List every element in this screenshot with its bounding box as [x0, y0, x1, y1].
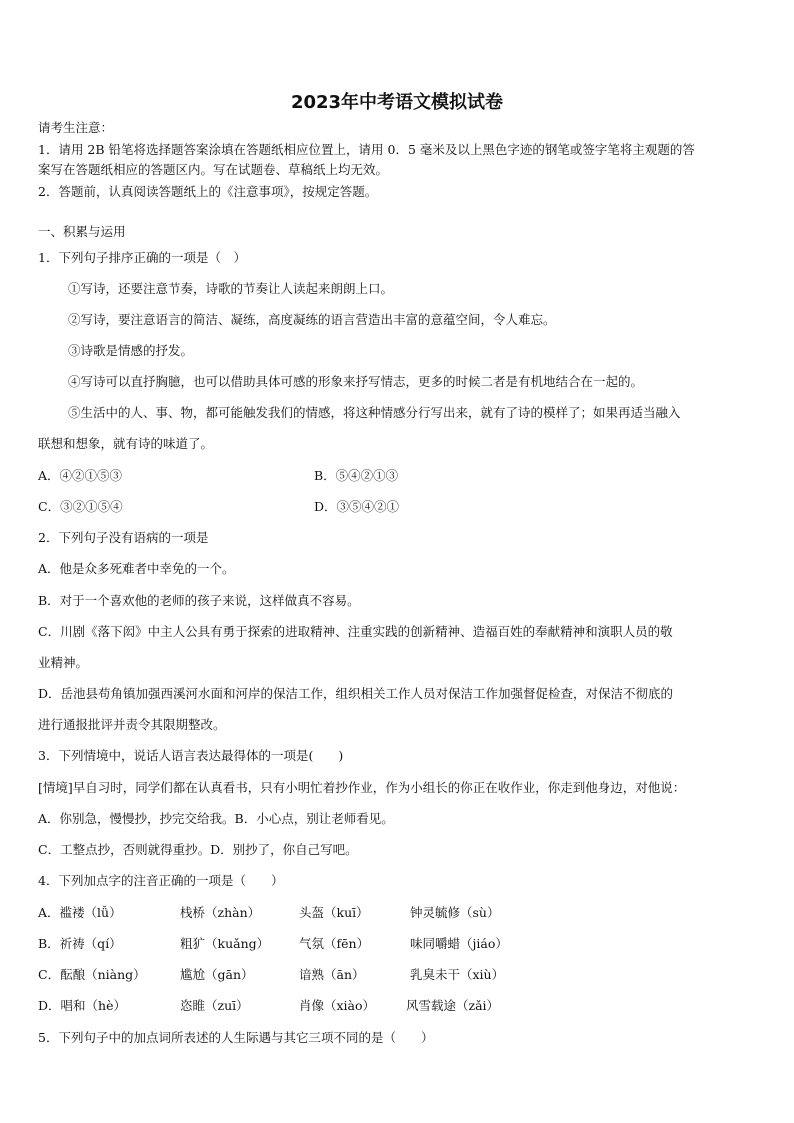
- q4-row-d-word-4: 风雪载途（zǎi）: [406, 998, 500, 1013]
- q4-row-c-word-4: 乳臭未干（xiù）: [410, 967, 505, 982]
- q1-option-d: D．③⑤④②①: [314, 499, 400, 514]
- q4-row-b-word-2: 粗犷（kuǎng）: [180, 936, 270, 951]
- q4-row-c-word-3: 谙熟（ān）: [299, 967, 365, 982]
- q4-row-a-word-4: 钟灵毓修（sù）: [410, 905, 500, 920]
- q4-row-d-word-2: 恣睢（zuī）: [180, 998, 249, 1013]
- q1-sentence-5-cont: 联想和想象，就有诗的味道了。: [38, 436, 214, 451]
- q2-option-c: C．川剧《落下闳》中主人公具有勇于探索的进取精神、注重实践的创新精神、造福百姓的奉献精神和演职人员的敬: [38, 624, 673, 639]
- q2-stem: 2．下列句子没有语病的一项是: [38, 530, 209, 545]
- q1-sentence-5: ⑤生活中的人、事、物，都可能触发我们的情感，将这种情感分行写出来，就有了诗的模样了；如果再适当融入: [68, 405, 681, 420]
- q1-option-a: A．④②①⑤③: [38, 468, 123, 483]
- q1-option-c: C．③②①⑤④: [38, 499, 123, 514]
- q5-stem: 5．下列句子中的加点词所表述的人生际遇与其它三项不同的是（ ）: [38, 1030, 434, 1045]
- q1-sentence-4: ④写诗可以直抒胸臆，也可以借助具体可感的形象来抒写情志，更多的时候二者是有机地结合在一起的。: [68, 374, 644, 389]
- q3-options-ab: A．你别急，慢慢抄，抄完交给我。B．小心点，别让老师看见。: [38, 811, 394, 826]
- q1-stem: 1．下列句子排序正确的一项是（ ）: [38, 250, 246, 265]
- q4-row-d-word-1: D．唱和（hè）: [38, 998, 126, 1013]
- q3-options-cd: C．工整点抄，否则就得重抄。D．别抄了，你自己写吧。: [38, 842, 358, 857]
- q4-row-b-word-3: 气氛（fēn）: [299, 936, 370, 951]
- section-heading: 一、积累与运用: [38, 224, 126, 239]
- notice-heading: 请考生注意：: [38, 120, 114, 135]
- q4-stem: 4．下列加点字的注音正确的一项是（ ）: [38, 873, 284, 888]
- page-title: 2023年中考语文模拟试卷: [290, 92, 504, 113]
- q1-sentence-3: ③诗歌是情感的抒发。: [68, 343, 194, 358]
- notice-item-1-cont: 案写在答题纸相应的答题区内。写在试题卷、草稿纸上均无效。: [38, 162, 389, 177]
- q1-sentence-1: ①写诗，还要注意节奏，诗歌的节奏让人读起来朗朗上口。: [68, 281, 394, 296]
- notice-item-1: 1．请用 2B 铅笔将选择题答案涂填在答题纸相应位置上，请用 0．5 毫米及以上黑色字迹的钢笔或签字笔将主观题的答: [38, 142, 695, 157]
- q4-row-a-word-2: 栈桥（zhàn）: [180, 905, 261, 920]
- q2-option-d: D．岳池县苟角镇加强西溪河水面和河岸的保洁工作，组织相关工作人员对保洁工作加强督促检查，对保洁不彻底的: [38, 686, 674, 701]
- q2-option-b: B．对于一个喜欢他的老师的孩子来说，这样做真不容易。: [38, 593, 360, 608]
- q4-row-c-word-2: 尴尬（gān）: [180, 967, 254, 982]
- q3-stem: 3．下列情境中，说话人语言表达最得体的一项是( ): [38, 748, 344, 763]
- q4-row-b-word-4: 味同嚼蜡（jiáo）: [410, 936, 508, 951]
- q1-option-b: B．⑤④②①③: [314, 468, 399, 483]
- q3-scenario: [情境]早自习时，同学们都在认真看书，只有小明忙着抄作业，作为小组长的你正在收作业，你走到他身边，对他说：: [38, 780, 686, 795]
- q4-row-c-word-1: C．酝酿（niàng）: [38, 967, 146, 982]
- q2-option-a: A．他是众多死难者中幸免的一个。: [38, 561, 235, 576]
- q4-row-a-word-3: 头盔（kuī）: [299, 905, 369, 920]
- q2-option-d-cont: 进行通报批评并责令其限期整改。: [38, 717, 226, 732]
- q4-row-b-word-1: B．祈祷（qí）: [38, 936, 122, 951]
- notice-item-2: 2．答题前，认真阅读答题纸上的《注意事项》，按规定答题。: [38, 184, 378, 199]
- q4-row-a-word-1: A．褴褛（lǚ）: [38, 905, 122, 920]
- q2-option-c-cont: 业精神。: [38, 655, 89, 670]
- q4-row-d-word-3: 肖像（xiào）: [299, 998, 376, 1013]
- q1-sentence-2: ②写诗，要注意语言的简洁、凝练，高度凝练的语言营造出丰富的意蕴空间，令人难忘。: [68, 312, 556, 327]
